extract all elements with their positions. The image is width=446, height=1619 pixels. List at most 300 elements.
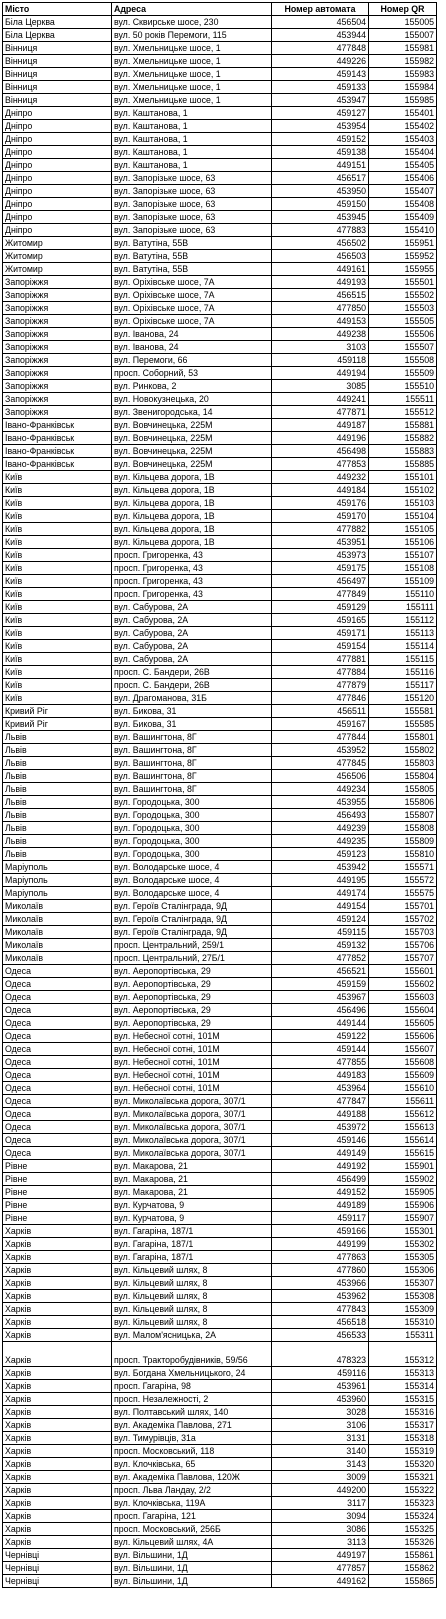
cell-qr-number: 155706: [369, 939, 437, 952]
table-row: [3, 1147, 437, 1160]
cell-machine-number: 456496: [272, 1004, 369, 1017]
cell-qr-number: 155315: [369, 1393, 437, 1406]
cell-machine-number: 477879: [272, 679, 369, 692]
cell-city: Запоріжжя: [3, 367, 112, 380]
cell-city: Запоріжжя: [3, 380, 112, 393]
cell-city: Вінниця: [3, 42, 112, 55]
cell-address: вул. Вільшини, 1Д: [112, 1562, 272, 1575]
cell-machine-number: 449200: [272, 1484, 369, 1497]
cell-city: Запоріжжя: [3, 406, 112, 419]
cell-city: Вінниця: [3, 81, 112, 94]
cell-city: Запоріжжя: [3, 315, 112, 328]
cell-city: Харків: [3, 1445, 112, 1458]
cell-machine-number: 449238: [272, 328, 369, 341]
cell-city: Рівне: [3, 1173, 112, 1186]
cell-city: Харків: [3, 1367, 112, 1380]
cell-address: вул. Академіка Павлова, 120Ж: [112, 1471, 272, 1484]
cell-qr-number: 155310: [369, 1316, 437, 1329]
cell-city: Харків: [3, 1380, 112, 1393]
cell-address: просп. Московський, 118: [112, 1445, 272, 1458]
table-row: [3, 1043, 437, 1056]
cell-qr-number: 155406: [369, 172, 437, 185]
cell-address: вул. Аеропортівська, 29: [112, 991, 272, 1004]
cell-city: Харків: [3, 1342, 112, 1367]
table-row: [3, 1575, 437, 1588]
cell-city: Одеса: [3, 991, 112, 1004]
cell-machine-number: 3143: [272, 1458, 369, 1471]
table-row: [3, 1329, 437, 1342]
cell-machine-number: 477857: [272, 1562, 369, 1575]
cell-qr-number: 155982: [369, 55, 437, 68]
cell-city: Рівне: [3, 1212, 112, 1225]
cell-qr-number: 155907: [369, 1212, 437, 1225]
cell-machine-number: 3009: [272, 1471, 369, 1484]
cell-machine-number: 477853: [272, 458, 369, 471]
cell-address: вул. Аеропортівська, 29: [112, 965, 272, 978]
cell-city: Одеса: [3, 1082, 112, 1095]
table-row: [3, 1471, 437, 1484]
cell-address: вул. Академіка Павлова, 271: [112, 1419, 272, 1432]
cell-address: вул. Вовчинецька, 225М: [112, 419, 272, 432]
cell-address: вул. Оріхівське шосе, 7А: [112, 276, 272, 289]
cell-address: вул. Вовчинецька, 225М: [112, 432, 272, 445]
table-row: [3, 1108, 437, 1121]
cell-qr-number: 155510: [369, 380, 437, 393]
table-row: [3, 731, 437, 744]
cell-qr-number: 155571: [369, 861, 437, 874]
cell-qr-number: 155804: [369, 770, 437, 783]
cell-city: Харків: [3, 1329, 112, 1342]
cell-machine-number: 456517: [272, 172, 369, 185]
cell-address: вул. Хмельницьке шосе, 1: [112, 81, 272, 94]
table-row: [3, 822, 437, 835]
cell-qr-number: 155312: [369, 1342, 437, 1367]
vending-machines-table: [2, 2, 437, 1588]
table-row: [3, 55, 437, 68]
cell-address: вул. Перемоги, 66: [112, 354, 272, 367]
cell-city: Одеса: [3, 978, 112, 991]
cell-machine-number: 3028: [272, 1406, 369, 1419]
cell-city: Запоріжжя: [3, 328, 112, 341]
cell-machine-number: 459150: [272, 198, 369, 211]
cell-qr-number: 155615: [369, 1147, 437, 1160]
cell-city: Одеса: [3, 1134, 112, 1147]
cell-qr-number: 155707: [369, 952, 437, 965]
cell-machine-number: 478323: [272, 1342, 369, 1367]
cell-machine-number: 477847: [272, 1095, 369, 1108]
table-row: [3, 1393, 437, 1406]
cell-machine-number: 456497: [272, 575, 369, 588]
cell-city: Київ: [3, 510, 112, 523]
cell-address: просп. Льва Ландау, 2/2: [112, 1484, 272, 1497]
cell-machine-number: 449189: [272, 1199, 369, 1212]
cell-address: вул. Кільцевий шлях, 8: [112, 1277, 272, 1290]
table-row: [3, 1342, 437, 1367]
cell-address: просп. Незалежності, 2: [112, 1393, 272, 1406]
cell-qr-number: 155113: [369, 627, 437, 640]
cell-address: вул. Миколаївська дорога, 307/1: [112, 1095, 272, 1108]
cell-city: Львів: [3, 848, 112, 861]
table-row: [3, 1004, 437, 1017]
cell-qr-number: 155502: [369, 289, 437, 302]
cell-qr-number: 155409: [369, 211, 437, 224]
table-row: [3, 783, 437, 796]
cell-qr-number: 155108: [369, 562, 437, 575]
cell-city: Миколаїв: [3, 952, 112, 965]
cell-address: вул. Героїв Сталінграда, 9Д: [112, 913, 272, 926]
table-row: [3, 354, 437, 367]
cell-machine-number: 449153: [272, 315, 369, 328]
table-row: [3, 1432, 437, 1445]
cell-machine-number: 453950: [272, 185, 369, 198]
cell-machine-number: 3085: [272, 380, 369, 393]
cell-qr-number: 155319: [369, 1445, 437, 1458]
cell-machine-number: 477845: [272, 757, 369, 770]
header-qr-number: Номер QR: [369, 3, 437, 16]
cell-qr-number: 155801: [369, 731, 437, 744]
table-row: [3, 1121, 437, 1134]
cell-city: Житомир: [3, 263, 112, 276]
cell-machine-number: 459143: [272, 68, 369, 81]
cell-city: Київ: [3, 536, 112, 549]
table-row: [3, 1367, 437, 1380]
cell-qr-number: 155802: [369, 744, 437, 757]
cell-address: вул. Хмельницьке шосе, 1: [112, 55, 272, 68]
cell-city: Івано-Франківськ: [3, 445, 112, 458]
cell-machine-number: 449195: [272, 874, 369, 887]
cell-address: просп. Центральний, 27Б/1: [112, 952, 272, 965]
cell-city: Харків: [3, 1225, 112, 1238]
table-row: [3, 809, 437, 822]
cell-qr-number: 155324: [369, 1510, 437, 1523]
cell-address: вул. Сабурова, 2А: [112, 653, 272, 666]
cell-qr-number: 155612: [369, 1108, 437, 1121]
cell-address: вул. Ватутіна, 55В: [112, 237, 272, 250]
cell-machine-number: 3106: [272, 1419, 369, 1432]
cell-address: просп. Соборний, 53: [112, 367, 272, 380]
cell-machine-number: 456533: [272, 1329, 369, 1342]
cell-machine-number: 449149: [272, 1147, 369, 1160]
table-row: [3, 1056, 437, 1069]
cell-city: Одеса: [3, 1043, 112, 1056]
cell-city: Харків: [3, 1432, 112, 1445]
cell-address: вул. Городоцька, 300: [112, 822, 272, 835]
cell-qr-number: 155701: [369, 900, 437, 913]
cell-city: Львів: [3, 731, 112, 744]
cell-city: Харків: [3, 1497, 112, 1510]
table-row: [3, 549, 437, 562]
cell-qr-number: 155702: [369, 913, 437, 926]
cell-machine-number: 459127: [272, 107, 369, 120]
cell-machine-number: 453954: [272, 120, 369, 133]
cell-city: Львів: [3, 822, 112, 835]
cell-address: вул. Запорізьке шосе, 63: [112, 198, 272, 211]
cell-qr-number: 155323: [369, 1497, 437, 1510]
cell-city: Дніпро: [3, 120, 112, 133]
cell-city: Харків: [3, 1264, 112, 1277]
cell-qr-number: 155120: [369, 692, 437, 705]
cell-address: вул. Володарське шосе, 4: [112, 887, 272, 900]
table-row: [3, 1030, 437, 1043]
cell-machine-number: 453952: [272, 744, 369, 757]
table-row: [3, 640, 437, 653]
cell-city: Київ: [3, 601, 112, 614]
cell-city: Запоріжжя: [3, 354, 112, 367]
cell-address: вул. Бикова, 31: [112, 705, 272, 718]
cell-qr-number: 155313: [369, 1367, 437, 1380]
cell-city: Київ: [3, 679, 112, 692]
table-row: [3, 68, 437, 81]
cell-address: вул. Героїв Сталінграда, 9Д: [112, 900, 272, 913]
cell-city: Дніпро: [3, 146, 112, 159]
cell-qr-number: 155984: [369, 81, 437, 94]
cell-city: Запоріжжя: [3, 289, 112, 302]
table-row: [3, 1458, 437, 1471]
cell-machine-number: 3117: [272, 1497, 369, 1510]
table-row: [3, 1536, 437, 1549]
cell-qr-number: 155403: [369, 133, 437, 146]
cell-city: Одеса: [3, 1017, 112, 1030]
cell-city: Одеса: [3, 1056, 112, 1069]
cell-city: Івано-Франківськ: [3, 458, 112, 471]
cell-city: Харків: [3, 1419, 112, 1432]
cell-address: вул. Володарське шосе, 4: [112, 861, 272, 874]
cell-address: вул. Каштанова, 1: [112, 133, 272, 146]
table-row: [3, 1497, 437, 1510]
table-row: [3, 1419, 437, 1432]
cell-machine-number: 459146: [272, 1134, 369, 1147]
cell-city: Запоріжжя: [3, 341, 112, 354]
cell-machine-number: 477882: [272, 523, 369, 536]
cell-qr-number: 155906: [369, 1199, 437, 1212]
cell-city: Запоріжжя: [3, 393, 112, 406]
table-row: [3, 146, 437, 159]
cell-qr-number: 155112: [369, 614, 437, 627]
cell-machine-number: 477849: [272, 588, 369, 601]
cell-machine-number: 453961: [272, 1380, 369, 1393]
table-row: [3, 484, 437, 497]
cell-machine-number: 459133: [272, 81, 369, 94]
cell-address: вул. Сабурова, 2А: [112, 627, 272, 640]
cell-qr-number: 155402: [369, 120, 437, 133]
cell-address: просп. Григоренка, 43: [112, 575, 272, 588]
cell-city: Рівне: [3, 1186, 112, 1199]
cell-qr-number: 155401: [369, 107, 437, 120]
cell-address: вул. Бикова, 31: [112, 718, 272, 731]
cell-address: вул. Оріхівське шосе, 7А: [112, 302, 272, 315]
cell-address: вул. Вільшини, 1Д: [112, 1549, 272, 1562]
cell-qr-number: 155407: [369, 185, 437, 198]
cell-city: Вінниця: [3, 94, 112, 107]
table-row: [3, 1290, 437, 1303]
cell-qr-number: 155905: [369, 1186, 437, 1199]
cell-city: Київ: [3, 614, 112, 627]
table-row: [3, 939, 437, 952]
cell-city: Харків: [3, 1471, 112, 1484]
cell-qr-number: 155309: [369, 1303, 437, 1316]
cell-city: Дніпро: [3, 107, 112, 120]
table-row: [3, 601, 437, 614]
cell-machine-number: 459175: [272, 562, 369, 575]
cell-address: вул. Аеропортівська, 29: [112, 1004, 272, 1017]
table-row: [3, 536, 437, 549]
table-row: [3, 861, 437, 874]
cell-machine-number: 453964: [272, 1082, 369, 1095]
cell-city: Львів: [3, 835, 112, 848]
cell-machine-number: 459152: [272, 133, 369, 146]
table-row: [3, 120, 437, 133]
cell-qr-number: 155007: [369, 29, 437, 42]
cell-address: вул. Героїв Сталінграда, 9Д: [112, 926, 272, 939]
cell-city: Львів: [3, 744, 112, 757]
cell-qr-number: 155404: [369, 146, 437, 159]
cell-machine-number: 459123: [272, 848, 369, 861]
cell-qr-number: 155302: [369, 1238, 437, 1251]
table-row: [3, 679, 437, 692]
cell-machine-number: 449197: [272, 1549, 369, 1562]
cell-address: вул. Запорізьке шосе, 63: [112, 172, 272, 185]
cell-qr-number: 155322: [369, 1484, 437, 1497]
cell-address: просп. С. Бандери, 26В: [112, 679, 272, 692]
cell-city: Харків: [3, 1510, 112, 1523]
cell-qr-number: 155301: [369, 1225, 437, 1238]
cell-city: Дніпро: [3, 185, 112, 198]
cell-qr-number: 155951: [369, 237, 437, 250]
cell-city: Київ: [3, 640, 112, 653]
cell-address: вул. Оріхівське шосе, 7А: [112, 315, 272, 328]
cell-address: вул. Аеропортівська, 29: [112, 978, 272, 991]
cell-machine-number: 449183: [272, 1069, 369, 1082]
cell-city: Одеса: [3, 1004, 112, 1017]
cell-address: вул. Миколаївська дорога, 307/1: [112, 1108, 272, 1121]
table-row: [3, 1484, 437, 1497]
table-row: [3, 627, 437, 640]
cell-qr-number: 155805: [369, 783, 437, 796]
cell-address: вул. Ватутіна, 55В: [112, 250, 272, 263]
cell-machine-number: 459124: [272, 913, 369, 926]
cell-city: Дніпро: [3, 224, 112, 237]
table-row: [3, 263, 437, 276]
cell-machine-number: 453966: [272, 1277, 369, 1290]
table-row: [3, 1134, 437, 1147]
cell-city: Харків: [3, 1277, 112, 1290]
cell-address: вул. Городоцька, 300: [112, 809, 272, 822]
cell-address: вул. Вашингтона, 8Г: [112, 757, 272, 770]
cell-machine-number: 449232: [272, 471, 369, 484]
cell-address: вул. Небесної сотні, 101М: [112, 1043, 272, 1056]
cell-address: вул. Сабурова, 2А: [112, 601, 272, 614]
table-row: [3, 1562, 437, 1575]
cell-qr-number: 155305: [369, 1251, 437, 1264]
cell-city: Одеса: [3, 1108, 112, 1121]
cell-machine-number: 477846: [272, 692, 369, 705]
table-row: [3, 718, 437, 731]
cell-address: просп. Московський, 256Б: [112, 1523, 272, 1536]
cell-city: Харків: [3, 1303, 112, 1316]
table-row: [3, 29, 437, 42]
cell-address: вул. Сквирське шосе, 230: [112, 16, 272, 29]
cell-address: вул. Небесної сотні, 101М: [112, 1030, 272, 1043]
table-row: [3, 367, 437, 380]
cell-city: Київ: [3, 497, 112, 510]
cell-city: Харків: [3, 1251, 112, 1264]
cell-city: Біла Церква: [3, 29, 112, 42]
cell-machine-number: 459176: [272, 497, 369, 510]
cell-qr-number: 155885: [369, 458, 437, 471]
cell-city: Кривий Ріг: [3, 718, 112, 731]
table-row: [3, 289, 437, 302]
cell-address: вул. Богдана Хмельницького, 24: [112, 1367, 272, 1380]
cell-qr-number: 155405: [369, 159, 437, 172]
cell-address: вул. Запорізьке шосе, 63: [112, 211, 272, 224]
cell-qr-number: 155103: [369, 497, 437, 510]
cell-machine-number: 453951: [272, 536, 369, 549]
cell-machine-number: 449161: [272, 263, 369, 276]
cell-address: вул. Сабурова, 2А: [112, 614, 272, 627]
table-row: [3, 107, 437, 120]
cell-city: Миколаїв: [3, 926, 112, 939]
table-row: [3, 991, 437, 1004]
cell-machine-number: 477850: [272, 302, 369, 315]
table-row: [3, 796, 437, 809]
cell-machine-number: 449187: [272, 419, 369, 432]
cell-qr-number: 155320: [369, 1458, 437, 1471]
cell-machine-number: 453947: [272, 94, 369, 107]
cell-city: Одеса: [3, 1147, 112, 1160]
cell-address: вул. Вільшини, 1Д: [112, 1575, 272, 1588]
cell-city: Дніпро: [3, 133, 112, 146]
table-row: [3, 1264, 437, 1277]
table-row: [3, 133, 437, 146]
table-row: [3, 562, 437, 575]
cell-machine-number: 459167: [272, 718, 369, 731]
cell-city: Київ: [3, 666, 112, 679]
cell-machine-number: 459132: [272, 939, 369, 952]
cell-qr-number: 155316: [369, 1406, 437, 1419]
cell-qr-number: 155603: [369, 991, 437, 1004]
cell-machine-number: 459159: [272, 978, 369, 991]
cell-city: Київ: [3, 562, 112, 575]
cell-machine-number: 477884: [272, 666, 369, 679]
cell-machine-number: 477883: [272, 224, 369, 237]
cell-qr-number: 155602: [369, 978, 437, 991]
cell-qr-number: 155955: [369, 263, 437, 276]
cell-address: вул. Кільцевий шлях, 4А: [112, 1536, 272, 1549]
cell-qr-number: 155410: [369, 224, 437, 237]
table-row: [3, 1160, 437, 1173]
cell-qr-number: 155609: [369, 1069, 437, 1082]
cell-city: Харків: [3, 1523, 112, 1536]
cell-qr-number: 155611: [369, 1095, 437, 1108]
cell-machine-number: 477863: [272, 1251, 369, 1264]
table-row: [3, 211, 437, 224]
cell-qr-number: 155506: [369, 328, 437, 341]
cell-address: вул. Хмельницьке шосе, 1: [112, 42, 272, 55]
cell-qr-number: 155512: [369, 406, 437, 419]
table-row: [3, 666, 437, 679]
cell-city: Одеса: [3, 1030, 112, 1043]
cell-qr-number: 155614: [369, 1134, 437, 1147]
cell-address: вул. Аеропортівська, 29: [112, 1017, 272, 1030]
cell-machine-number: 449193: [272, 276, 369, 289]
cell-qr-number: 155882: [369, 432, 437, 445]
cell-city: Львів: [3, 757, 112, 770]
cell-address: вул. Володарське шосе, 4: [112, 874, 272, 887]
cell-address: вул. Кільцева дорога, 1В: [112, 471, 272, 484]
table-row: [3, 1225, 437, 1238]
cell-address: вул. Вовчинецька, 225М: [112, 445, 272, 458]
table-row: [3, 16, 437, 29]
